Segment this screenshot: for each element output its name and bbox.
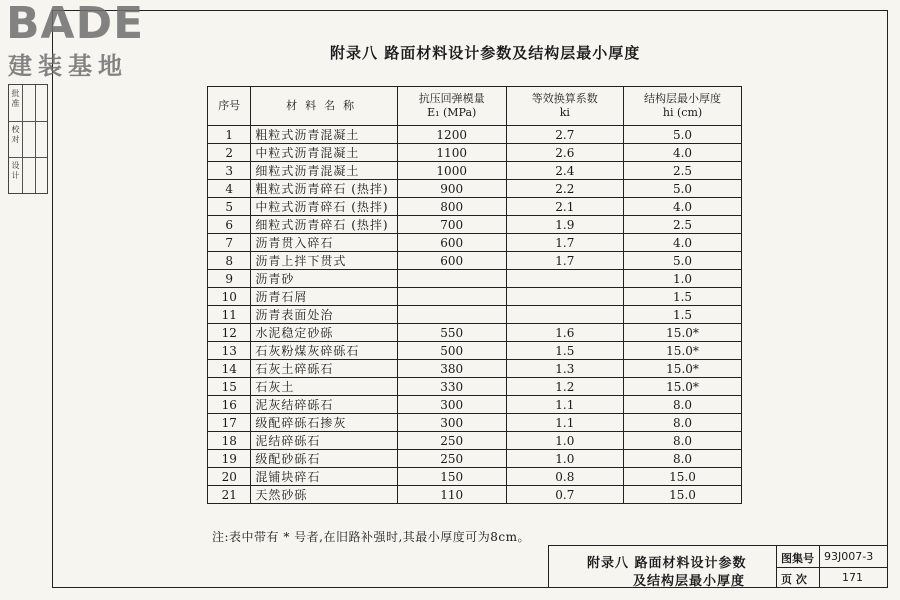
cell-material-name: 级配碎砾石掺灰 [251, 414, 397, 432]
page-number-value: 171 [842, 571, 863, 584]
cell-coefficient: 0.7 [506, 486, 624, 504]
cell-material-name: 石灰粉煤灰碎砾石 [251, 342, 397, 360]
cell-coefficient: 1.6 [506, 324, 624, 342]
cell-material-name: 细粒式沥青碎石 (热拌) [251, 216, 397, 234]
cell-thickness: 5.0 [624, 180, 742, 198]
header-thickness-line2: hi (cm) [662, 106, 703, 119]
table-row [208, 162, 742, 180]
page-title: 附录八 路面材料设计参数及结构层最小厚度 [330, 44, 641, 62]
cell-material-name: 沥青石屑 [251, 288, 397, 306]
table-row [208, 486, 742, 504]
cell-modulus [397, 288, 506, 306]
table-row [208, 432, 742, 450]
sidebar-label-check: 校对 [11, 125, 20, 145]
cell-no: 5 [208, 198, 251, 216]
cell-coefficient: 1.0 [506, 450, 624, 468]
cell-material-name: 石灰土 [251, 378, 397, 396]
cell-coefficient: 1.2 [506, 378, 624, 396]
cell-no: 14 [208, 360, 251, 378]
table-row [208, 450, 742, 468]
table-row [208, 180, 742, 198]
header-coefficient-line2: ki [559, 106, 570, 119]
cell-coefficient: 0.8 [506, 468, 624, 486]
cell-modulus: 600 [397, 252, 506, 270]
cell-coefficient: 2.1 [506, 198, 624, 216]
cell-modulus: 250 [397, 432, 506, 450]
cell-no: 20 [208, 468, 251, 486]
cell-modulus: 800 [397, 198, 506, 216]
cell-no: 16 [208, 396, 251, 414]
cell-modulus: 550 [397, 324, 506, 342]
table-row [208, 252, 742, 270]
cell-material-name: 水泥稳定砂砾 [251, 324, 397, 342]
cell-material-name: 沥青表面处治 [251, 306, 397, 324]
page-number-label: 页 次 [781, 573, 807, 586]
cell-no: 15 [208, 378, 251, 396]
approval-sidebar [8, 84, 48, 194]
cell-no: 11 [208, 306, 251, 324]
cell-modulus: 300 [397, 414, 506, 432]
watermark-logo [6, 2, 166, 82]
table-row [208, 270, 742, 288]
cell-thickness: 1.0 [624, 270, 742, 288]
table-row [208, 414, 742, 432]
cell-coefficient: 2.2 [506, 180, 624, 198]
watermark-subtitle: 建装基地 [8, 52, 128, 80]
header-modulus-line1: 抗压回弹模量 [418, 92, 485, 105]
table-row [208, 144, 742, 162]
cell-material-name: 沥青砂 [251, 270, 397, 288]
cell-no: 12 [208, 324, 251, 342]
table-note: 注:表中带有 * 号者,在旧路补强时,其最小厚度可为8cm。 [212, 530, 531, 544]
cell-no: 19 [208, 450, 251, 468]
materials-table [207, 86, 742, 504]
table-row [208, 288, 742, 306]
table-row [208, 324, 742, 342]
cell-modulus: 110 [397, 486, 506, 504]
atlas-number-value: 93J007-3 [824, 550, 874, 563]
table-row [208, 378, 742, 396]
table-row [208, 216, 742, 234]
cell-coefficient: 1.5 [506, 342, 624, 360]
cell-no: 7 [208, 234, 251, 252]
header-thickness [624, 87, 742, 126]
table-header-row [208, 87, 742, 126]
cell-no: 1 [208, 126, 251, 144]
cell-thickness: 15.0* [624, 324, 742, 342]
atlas-number-label: 图集号 [781, 552, 814, 565]
cell-modulus: 900 [397, 180, 506, 198]
cell-thickness: 2.5 [624, 162, 742, 180]
cell-modulus: 330 [397, 378, 506, 396]
sidebar-label-approve: 批准 [11, 89, 20, 109]
cell-thickness: 4.0 [624, 198, 742, 216]
cell-coefficient: 1.3 [506, 360, 624, 378]
cell-material-name: 泥结碎砾石 [251, 432, 397, 450]
cell-thickness: 4.0 [624, 144, 742, 162]
cell-material-name: 混铺块碎石 [251, 468, 397, 486]
cell-material-name: 粗粒式沥青混凝土 [251, 126, 397, 144]
cell-thickness: 8.0 [624, 396, 742, 414]
cell-coefficient: 2.6 [506, 144, 624, 162]
cell-modulus: 380 [397, 360, 506, 378]
header-thickness-line1: 结构层最小厚度 [644, 92, 722, 105]
title-block-line2: 及结构层最小厚度 [633, 574, 746, 589]
cell-modulus: 1000 [397, 162, 506, 180]
cell-material-name: 沥青贯入碎石 [251, 234, 397, 252]
cell-material-name: 泥灰结碎砾石 [251, 396, 397, 414]
cell-thickness: 1.5 [624, 306, 742, 324]
cell-modulus [397, 270, 506, 288]
cell-material-name: 天然砂砾 [251, 486, 397, 504]
header-name: 材料名称 [251, 87, 397, 126]
cell-no: 8 [208, 252, 251, 270]
header-coefficient-line1: 等效换算系数 [531, 92, 598, 105]
cell-thickness: 8.0 [624, 432, 742, 450]
cell-modulus: 500 [397, 342, 506, 360]
cell-coefficient: 1.7 [506, 234, 624, 252]
table-row [208, 234, 742, 252]
cell-material-name: 中粒式沥青碎石 (热拌) [251, 198, 397, 216]
cell-thickness: 4.0 [624, 234, 742, 252]
cell-no: 13 [208, 342, 251, 360]
table-row [208, 306, 742, 324]
table-row [208, 468, 742, 486]
cell-coefficient [506, 270, 624, 288]
cell-coefficient: 1.0 [506, 432, 624, 450]
cell-material-name: 石灰土碎砾石 [251, 360, 397, 378]
cell-thickness: 15.0* [624, 342, 742, 360]
cell-no: 6 [208, 216, 251, 234]
header-modulus [397, 87, 506, 126]
header-no: 序号 [208, 87, 251, 126]
header-modulus-line2: E₁ (MPa) [427, 106, 477, 119]
cell-coefficient [506, 288, 624, 306]
cell-thickness: 2.5 [624, 216, 742, 234]
cell-modulus [397, 306, 506, 324]
cell-coefficient: 1.1 [506, 396, 624, 414]
cell-coefficient: 2.4 [506, 162, 624, 180]
table-row [208, 126, 742, 144]
table-row [208, 396, 742, 414]
cell-modulus: 600 [397, 234, 506, 252]
watermark-brand: BADE [6, 0, 145, 49]
title-block [548, 545, 888, 588]
cell-material-name: 中粒式沥青混凝土 [251, 144, 397, 162]
table-row [208, 360, 742, 378]
cell-thickness: 15.0* [624, 360, 742, 378]
cell-thickness: 8.0 [624, 414, 742, 432]
cell-coefficient: 2.7 [506, 126, 624, 144]
cell-modulus: 1100 [397, 144, 506, 162]
cell-material-name: 沥青上拌下贯式 [251, 252, 397, 270]
cell-modulus: 150 [397, 468, 506, 486]
sidebar-label-design: 设计 [11, 161, 20, 181]
cell-coefficient: 1.9 [506, 216, 624, 234]
cell-no: 4 [208, 180, 251, 198]
cell-thickness: 1.5 [624, 288, 742, 306]
cell-modulus: 250 [397, 450, 506, 468]
cell-no: 9 [208, 270, 251, 288]
cell-coefficient: 1.1 [506, 414, 624, 432]
cell-thickness: 15.0 [624, 468, 742, 486]
cell-modulus: 700 [397, 216, 506, 234]
cell-thickness: 5.0 [624, 252, 742, 270]
cell-material-name: 级配砂砾石 [251, 450, 397, 468]
cell-modulus: 300 [397, 396, 506, 414]
title-block-line1: 附录八 路面材料设计参数 [587, 556, 747, 571]
cell-thickness: 15.0 [624, 486, 742, 504]
cell-thickness: 8.0 [624, 450, 742, 468]
cell-no: 2 [208, 144, 251, 162]
table-body [208, 126, 742, 504]
table-row [208, 342, 742, 360]
header-coefficient [506, 87, 624, 126]
cell-no: 17 [208, 414, 251, 432]
cell-no: 10 [208, 288, 251, 306]
cell-no: 3 [208, 162, 251, 180]
cell-modulus: 1200 [397, 126, 506, 144]
cell-no: 21 [208, 486, 251, 504]
cell-thickness: 15.0* [624, 378, 742, 396]
cell-coefficient [506, 306, 624, 324]
cell-coefficient: 1.7 [506, 252, 624, 270]
cell-thickness: 5.0 [624, 126, 742, 144]
cell-material-name: 粗粒式沥青碎石 (热拌) [251, 180, 397, 198]
table-row [208, 198, 742, 216]
cell-no: 18 [208, 432, 251, 450]
cell-material-name: 细粒式沥青混凝土 [251, 162, 397, 180]
